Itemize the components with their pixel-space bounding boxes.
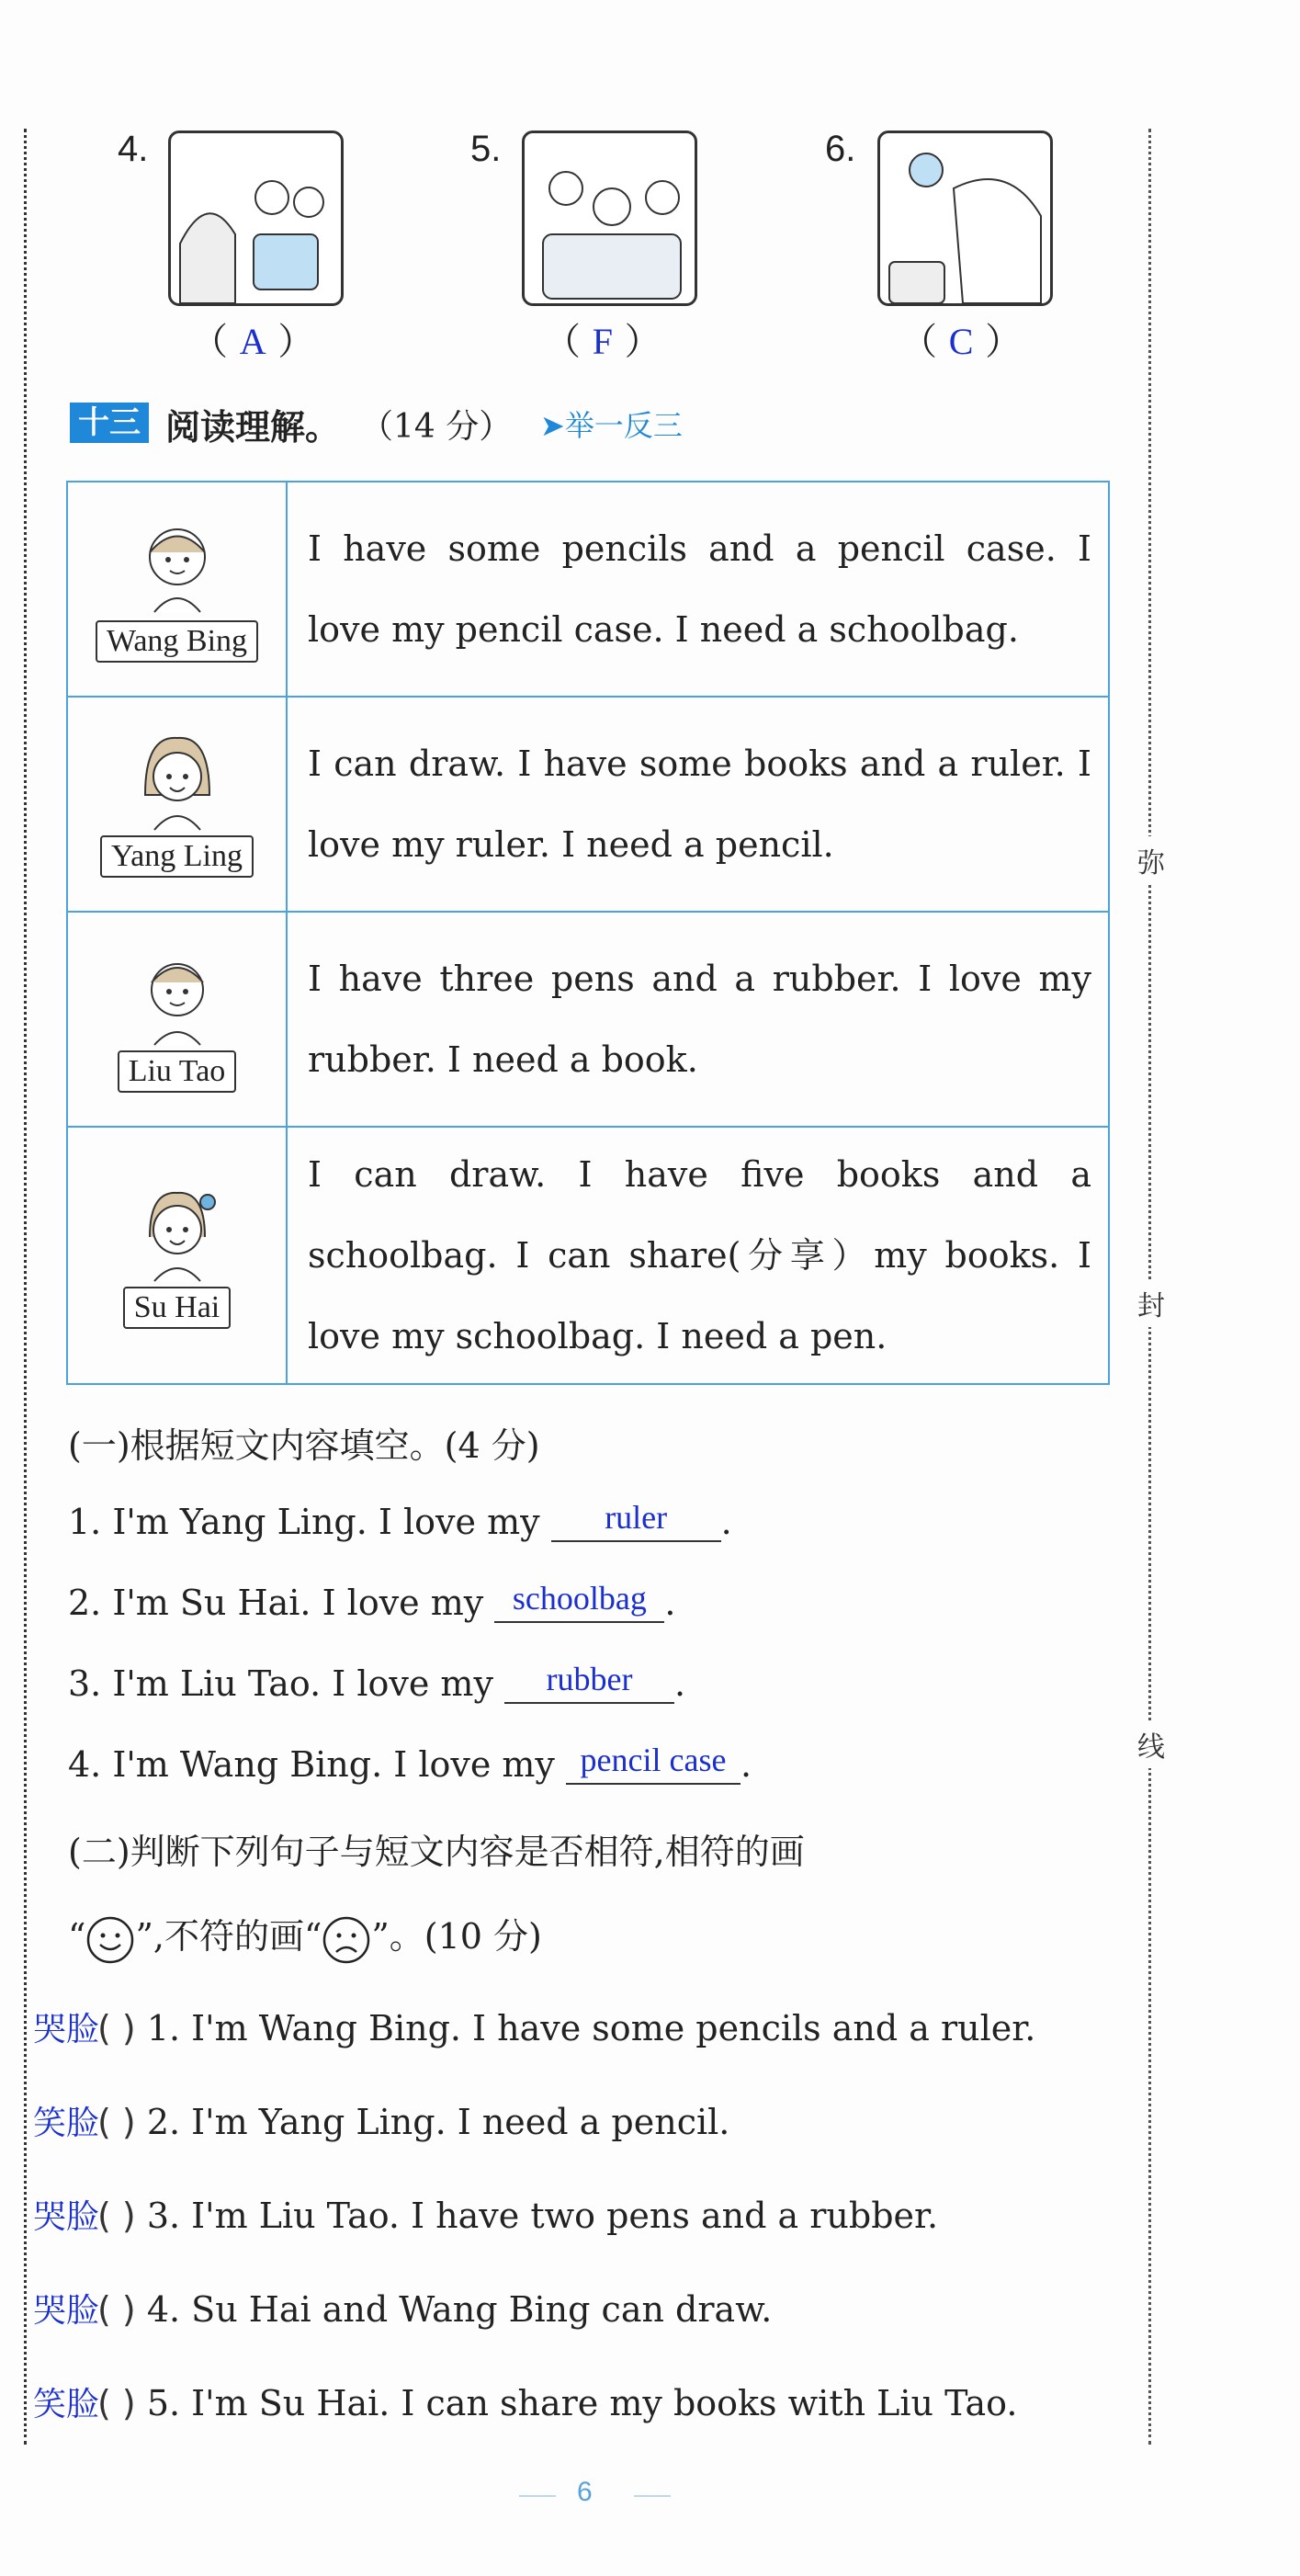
margin-char-mi: 弥: [1137, 836, 1165, 884]
section-title: 阅读理解。: [165, 407, 341, 448]
table-row: [67, 1127, 1109, 1384]
name-tag: Su Hai: [123, 1287, 232, 1329]
judge-item-4: 哭脸( ) 4. Su Hai and Wang Bing can draw.: [33, 2285, 772, 2332]
part2-title-line2: “ ”,不符的画“ ”。(10 分): [68, 1908, 542, 1965]
judge-item-3: 哭脸( ) 3. I'm Liu Tao. I have two pens and a rubber.: [33, 2191, 938, 2238]
fill-item-4: 4. I'm Wang Bing. I love my pencil case .: [68, 1742, 752, 1785]
name-tag: Liu Tao: [118, 1050, 237, 1093]
judge-item-5: 笑脸( ) 5. I'm Su Hai. I can share my books with Liu Tao.: [33, 2378, 1017, 2425]
name-tag: Wang Bing: [96, 620, 258, 663]
answer-blank[interactable]: ruler: [551, 1498, 721, 1542]
table-row: [67, 912, 1109, 1127]
scene-illustration: [168, 131, 344, 306]
section-link[interactable]: ➤举一反三: [540, 408, 683, 443]
character-cell: [67, 912, 287, 1127]
answer-blank[interactable]: schoolbag: [494, 1579, 664, 1623]
part2-title: (二)判断下列句子与短文内容是否相符,相符的画: [68, 1832, 805, 1872]
reading-text: I have three pens and a rubber. I love my rubber. I need a book.: [287, 912, 1109, 1127]
answer-mark[interactable]: 笑脸: [33, 2105, 100, 2142]
character-cell: [67, 1127, 287, 1384]
scene-illustration: [522, 131, 697, 306]
girl-avatar: [136, 1182, 219, 1283]
reading-text: I can draw. I have some books and a ruler. I love my ruler. I need a pencil.: [287, 697, 1109, 912]
answer-paren: （ A ）: [191, 321, 315, 363]
answer-paren: （ C ）: [900, 321, 1023, 363]
page-rule-right: [634, 2495, 671, 2497]
girl-avatar: [136, 731, 219, 832]
answer-blank[interactable]: rubber: [504, 1660, 674, 1704]
smile-face-icon: [85, 1915, 135, 1965]
name-tag: Yang Ling: [100, 835, 254, 878]
fill-item-2: 2. I'm Su Hai. I love my schoolbag .: [68, 1580, 676, 1623]
scene-illustration: [877, 131, 1053, 306]
section-score: （14 分）: [360, 408, 513, 446]
answer-mark[interactable]: 哭脸: [33, 2011, 100, 2048]
answer-mark[interactable]: 哭脸: [33, 2198, 100, 2236]
character-cell: [67, 697, 287, 912]
fill-item-3: 3. I'm Liu Tao. I love my rubber .: [68, 1661, 686, 1704]
boy-avatar: [136, 516, 219, 617]
left-dotted-line: [24, 129, 27, 2445]
table-row: [67, 482, 1109, 697]
character-cell: [67, 482, 287, 697]
answer-blank[interactable]: pencil case: [566, 1741, 740, 1785]
boy-avatar: [136, 946, 219, 1047]
answer-mark[interactable]: 哭脸: [33, 2292, 100, 2330]
reading-table: [66, 481, 1110, 1385]
reading-text: I have some pencils and a pencil case. I love my pencil case. I need a schoolbag.: [287, 482, 1109, 697]
margin-char-feng: 封: [1137, 1279, 1165, 1327]
table-row: [67, 697, 1109, 912]
page-number: 6: [577, 2477, 593, 2507]
fill-item-1: 1. I'm Yang Ling. I love my ruler .: [68, 1499, 732, 1542]
judge-item-1: 哭脸( ) 1. I'm Wang Bing. I have some pencils and a ruler.: [33, 2003, 1035, 2050]
answer-mark[interactable]: 笑脸: [33, 2386, 100, 2423]
sad-face-icon: [322, 1915, 371, 1965]
section-badge: 十三: [70, 403, 149, 443]
margin-char-xian: 线: [1137, 1720, 1165, 1768]
answer-paren: （ F ）: [544, 321, 661, 363]
reading-text: I can draw. I have five books and a schoolbag. I can share(分享）my books. I love my schoolbag. I need a pen.: [287, 1127, 1109, 1384]
part1-title: (一)根据短文内容填空。(4 分): [68, 1425, 540, 1466]
page-rule-left: [519, 2495, 556, 2497]
judge-item-2: 笑脸( ) 2. I'm Yang Ling. I need a pencil.: [33, 2097, 729, 2144]
